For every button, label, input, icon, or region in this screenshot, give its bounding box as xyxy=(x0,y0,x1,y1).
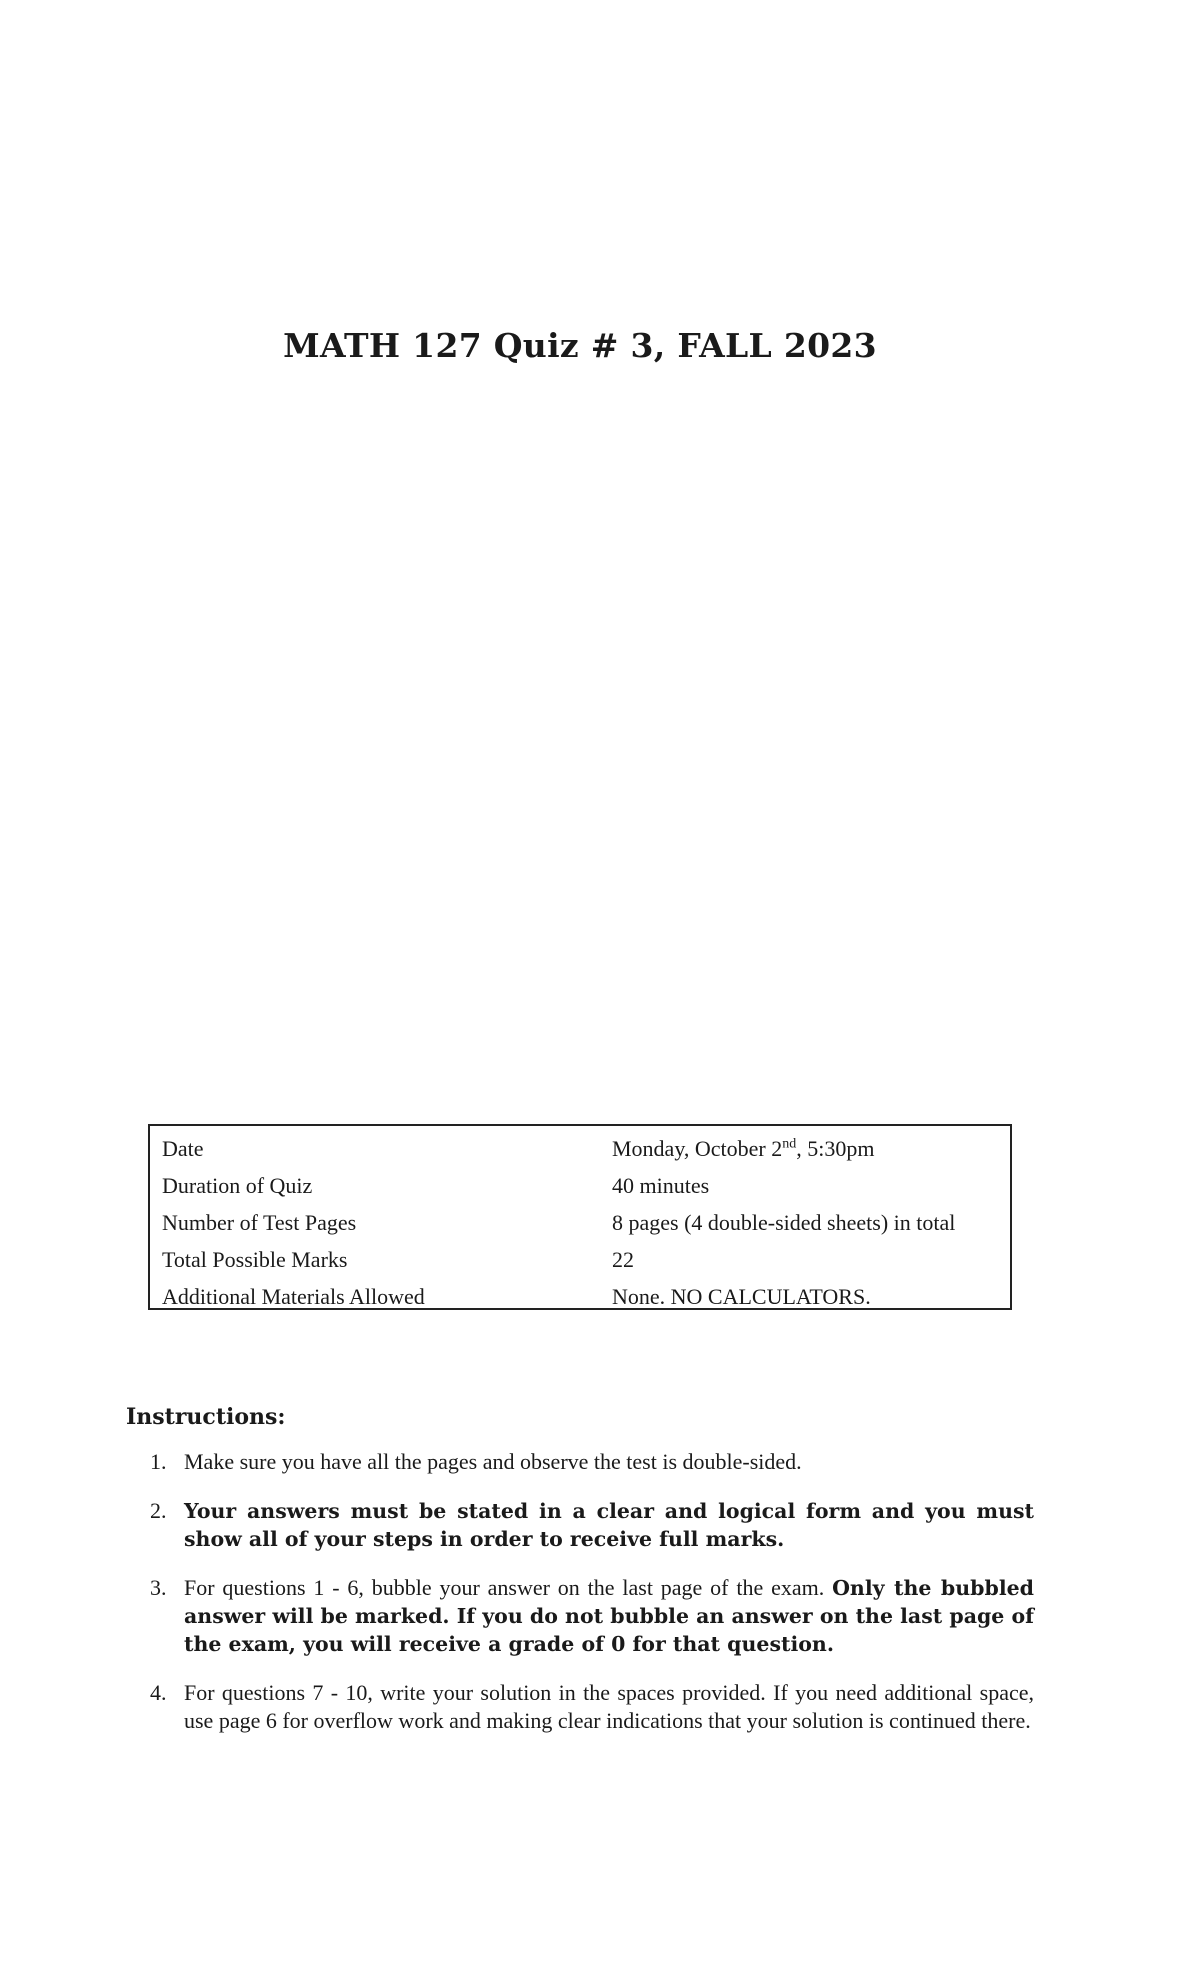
info-label: Date xyxy=(162,1136,204,1161)
instruction-number: 3. xyxy=(150,1575,167,1600)
info-label: Number of Test Pages xyxy=(162,1210,357,1235)
info-label: Total Possible Marks xyxy=(162,1247,348,1272)
info-value: 40 minutes xyxy=(612,1173,710,1198)
quiz-info-table xyxy=(148,1124,1012,1310)
instruction-item-4 xyxy=(150,1679,1034,1735)
info-row-materials xyxy=(162,1278,998,1315)
date-ordinal-suffix: nd xyxy=(782,1136,797,1152)
instruction-number: 4. xyxy=(150,1680,167,1705)
info-value: 22 xyxy=(612,1247,634,1272)
instruction-bold-text: Only the bubbled answer will be marked. If you do not bubble an answer on the last page of the exam, you will receive a grade of 0 for that question. xyxy=(184,1576,1035,1656)
instruction-text: Make sure you have all the pages and observe the test is double-sided. xyxy=(184,1449,802,1474)
info-row-pages xyxy=(162,1204,998,1241)
instruction-item-1 xyxy=(150,1448,1034,1476)
info-value: 8 pages (4 double-sided sheets) in total xyxy=(612,1210,956,1235)
info-label: Additional Materials Allowed xyxy=(162,1284,425,1309)
instruction-item-2 xyxy=(150,1497,1034,1553)
instruction-item-3 xyxy=(150,1574,1034,1658)
info-value xyxy=(612,1130,998,1167)
instruction-text: For questions 7 - 10, write your solution in the spaces provided. If you need additional space, use page 6 for overflow work and making clear indications that your solution is continued there. xyxy=(184,1680,1034,1733)
instruction-number: 1. xyxy=(150,1449,167,1474)
instruction-bold-text: Your answers must be stated in a clear and logical form and you must show all of your steps in order to receive full marks. xyxy=(184,1499,1034,1551)
instruction-text: For questions 1 - 6, bubble your answer on the last page of the exam. xyxy=(184,1575,825,1600)
info-value: None. NO CALCULATORS. xyxy=(612,1284,871,1309)
page-title: MATH 127 Quiz # 3, FALL 2023 xyxy=(283,326,877,365)
info-row-marks xyxy=(162,1241,998,1278)
date-value: Monday, October 2 xyxy=(612,1136,783,1161)
info-row-date xyxy=(162,1130,998,1167)
info-row-duration xyxy=(162,1167,998,1204)
instructions-heading: Instructions: xyxy=(126,1404,286,1430)
date-time: , 5:30pm xyxy=(796,1136,875,1161)
instruction-number: 2. xyxy=(150,1498,167,1523)
instructions-list xyxy=(150,1448,1034,1756)
info-label: Duration of Quiz xyxy=(162,1173,313,1198)
instruction-text-block xyxy=(184,1574,1034,1658)
